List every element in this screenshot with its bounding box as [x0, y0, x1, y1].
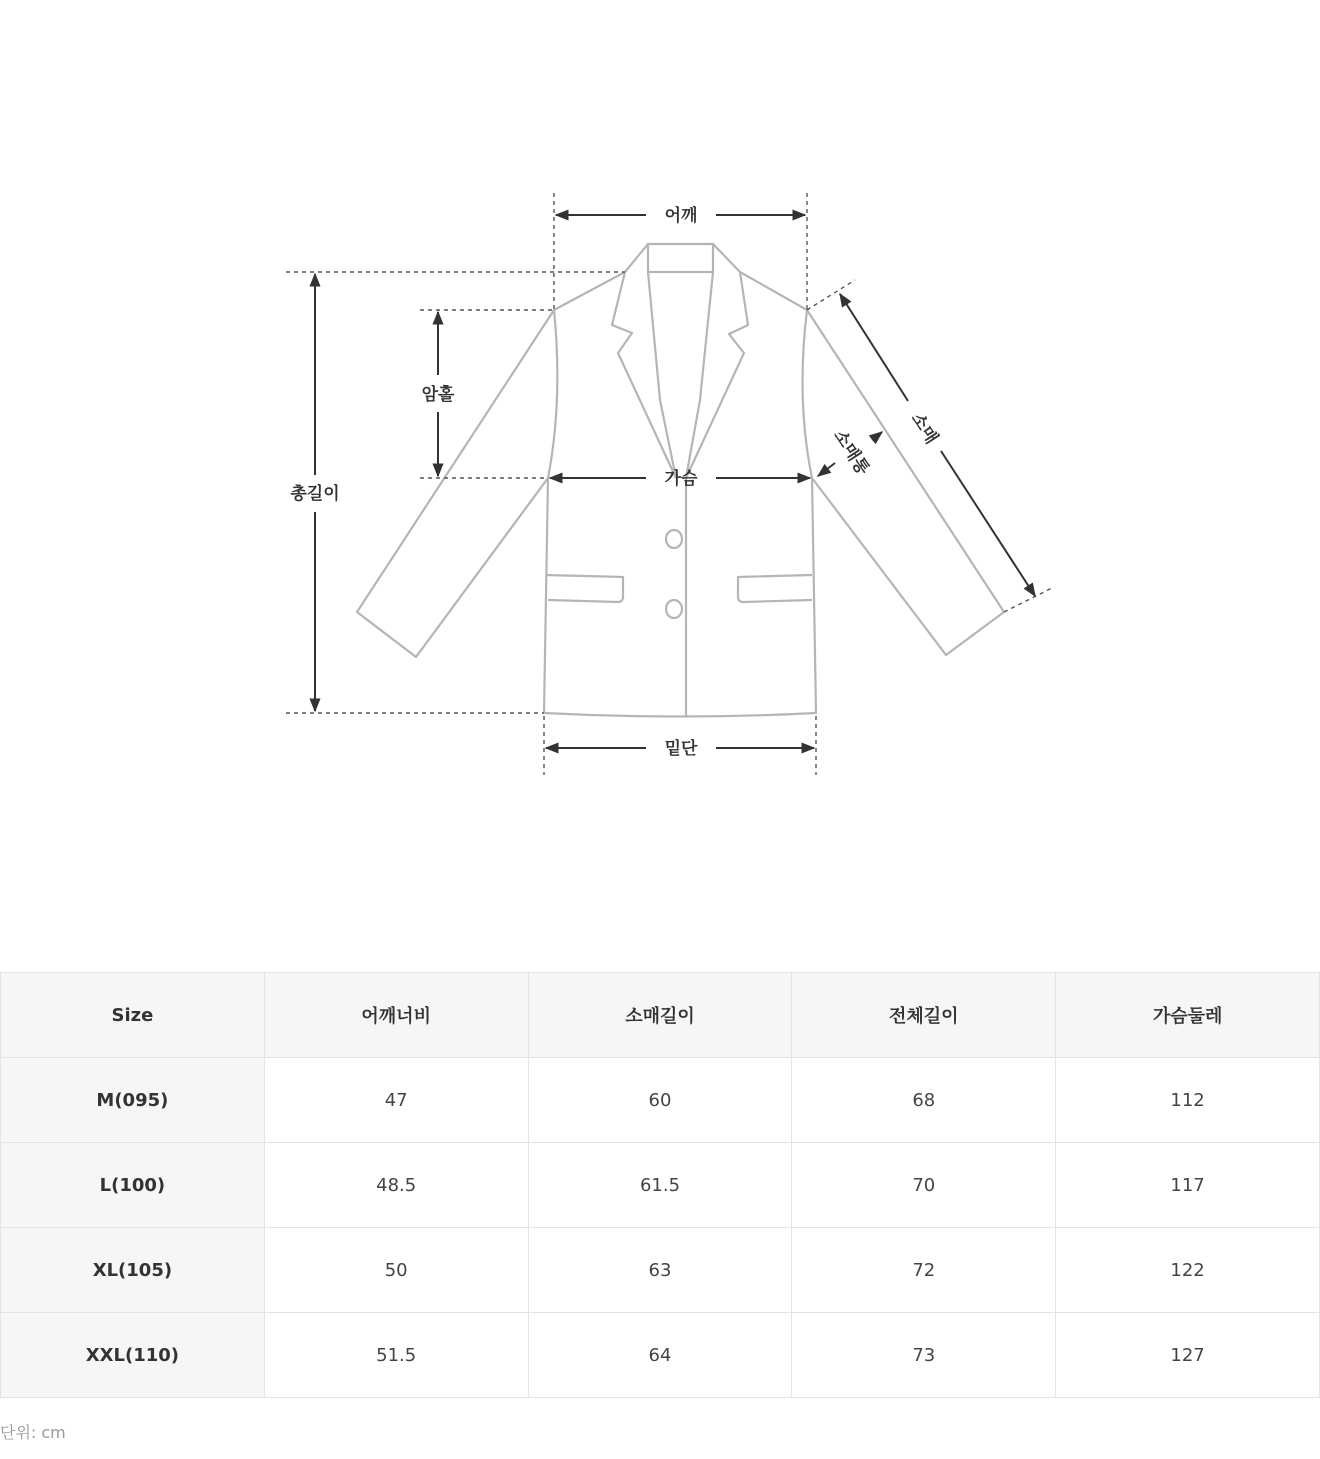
sleeve-length-cell: 61.5	[528, 1143, 792, 1228]
label-shoulder: 어깨	[664, 206, 698, 226]
shoulder-width-cell: 50	[264, 1228, 528, 1313]
total-length-cell: 68	[792, 1058, 1056, 1143]
header-size: Size	[1, 973, 265, 1058]
chest-cell: 122	[1056, 1228, 1320, 1313]
label-chest: 가슴	[664, 469, 698, 489]
total-length-cell: 73	[792, 1313, 1056, 1398]
sleeve-width-arrow-out	[872, 432, 882, 440]
chest-cell: 117	[1056, 1143, 1320, 1228]
total-length-cell: 70	[792, 1143, 1056, 1228]
header-chest: 가슴둘레	[1056, 973, 1320, 1058]
size-chart-table	[0, 972, 1320, 1398]
chest-cell: 112	[1056, 1058, 1320, 1143]
header-sleeve-length: 소매길이	[528, 973, 792, 1058]
label-sleeve-width: 소매통	[829, 426, 873, 479]
label-sleeve: 소매	[906, 409, 942, 448]
sleeve-length-cell: 64	[528, 1313, 792, 1398]
size-cell: L(100)	[1, 1143, 265, 1228]
table-row	[1, 1313, 1320, 1398]
sleeve-length-cell: 63	[528, 1228, 792, 1313]
sleeve-width-arrow-in	[818, 463, 835, 476]
table-row	[1, 1058, 1320, 1143]
size-cell: XXL(110)	[1, 1313, 265, 1398]
shoulder-width-cell: 51.5	[264, 1313, 528, 1398]
header-shoulder-width: 어깨너비	[264, 973, 528, 1058]
sleeve-length-cell: 60	[528, 1058, 792, 1143]
size-cell: M(095)	[1, 1058, 265, 1143]
label-armhole: 암홀	[421, 385, 455, 405]
size-cell: XL(105)	[1, 1228, 265, 1313]
unit-note: 단위: cm	[0, 1423, 66, 1442]
total-length-cell: 72	[792, 1228, 1056, 1313]
table-row	[1, 1143, 1320, 1228]
shoulder-width-cell: 47	[264, 1058, 528, 1143]
table-row	[1, 1228, 1320, 1313]
sleeve-arrow-up	[840, 294, 908, 401]
label-hem: 밑단	[664, 739, 698, 759]
chest-cell: 127	[1056, 1313, 1320, 1398]
label-total-length: 총길이	[290, 484, 340, 504]
sleeve-arrow-down	[941, 451, 1035, 596]
header-total-length: 전체길이	[792, 973, 1056, 1058]
shoulder-width-cell: 48.5	[264, 1143, 528, 1228]
table-header-row	[1, 973, 1320, 1058]
